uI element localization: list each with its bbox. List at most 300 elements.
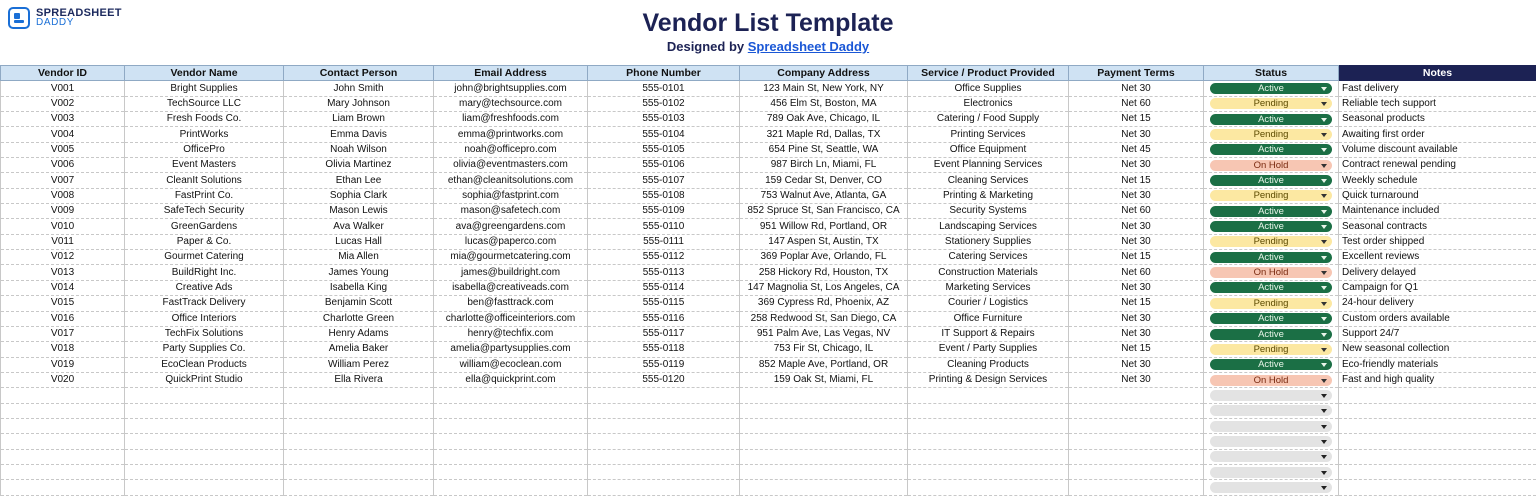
dropdown-arrow-icon[interactable] bbox=[1321, 271, 1327, 275]
column-header-email-address[interactable]: Email Address bbox=[434, 66, 588, 81]
cell-contact-person[interactable]: Henry Adams bbox=[284, 326, 434, 341]
cell-contact-person[interactable] bbox=[284, 403, 434, 418]
cell-service-product-provided[interactable]: Office Furniture bbox=[908, 311, 1069, 326]
cell-service-product-provided[interactable] bbox=[908, 434, 1069, 449]
cell-service-product-provided[interactable]: Event / Party Supplies bbox=[908, 342, 1069, 357]
cell-payment-terms[interactable]: Net 30 bbox=[1069, 188, 1204, 203]
cell-company-address[interactable]: 369 Cypress Rd, Phoenix, AZ bbox=[740, 296, 908, 311]
cell-contact-person[interactable]: Isabella King bbox=[284, 280, 434, 295]
cell-contact-person[interactable]: Emma Davis bbox=[284, 127, 434, 142]
cell-notes[interactable]: Excellent reviews bbox=[1339, 250, 1536, 265]
cell-notes[interactable]: Fast delivery bbox=[1339, 81, 1536, 96]
cell-status[interactable] bbox=[1204, 96, 1339, 111]
cell-company-address[interactable]: 951 Willow Rd, Portland, OR bbox=[740, 219, 908, 234]
cell-status[interactable] bbox=[1204, 234, 1339, 249]
column-header-vendor-id[interactable]: Vendor ID bbox=[1, 66, 125, 81]
cell-phone-number[interactable]: 555-0108 bbox=[588, 188, 740, 203]
cell-service-product-provided[interactable]: Printing & Marketing bbox=[908, 188, 1069, 203]
cell-status[interactable] bbox=[1204, 250, 1339, 265]
cell-status[interactable] bbox=[1204, 403, 1339, 418]
cell-service-product-provided[interactable] bbox=[908, 403, 1069, 418]
status-dropdown[interactable] bbox=[1210, 114, 1332, 125]
cell-vendor-name[interactable]: OfficePro bbox=[125, 142, 284, 157]
status-dropdown[interactable] bbox=[1210, 282, 1332, 293]
cell-payment-terms[interactable]: Net 15 bbox=[1069, 112, 1204, 127]
cell-status[interactable] bbox=[1204, 280, 1339, 295]
cell-email-address[interactable] bbox=[434, 434, 588, 449]
cell-status[interactable] bbox=[1204, 112, 1339, 127]
cell-company-address[interactable]: 456 Elm St, Boston, MA bbox=[740, 96, 908, 111]
cell-vendor-id[interactable]: V010 bbox=[1, 219, 125, 234]
cell-vendor-name[interactable]: Office Interiors bbox=[125, 311, 284, 326]
cell-company-address[interactable] bbox=[740, 464, 908, 479]
cell-phone-number[interactable]: 555-0107 bbox=[588, 173, 740, 188]
cell-service-product-provided[interactable] bbox=[908, 388, 1069, 403]
cell-vendor-id[interactable]: V016 bbox=[1, 311, 125, 326]
cell-notes[interactable]: Delivery delayed bbox=[1339, 265, 1536, 280]
dropdown-arrow-icon[interactable] bbox=[1321, 225, 1327, 229]
cell-payment-terms[interactable] bbox=[1069, 449, 1204, 464]
status-dropdown[interactable] bbox=[1210, 160, 1332, 171]
cell-payment-terms[interactable]: Net 30 bbox=[1069, 280, 1204, 295]
cell-notes[interactable]: Awaiting first order bbox=[1339, 127, 1536, 142]
cell-company-address[interactable]: 789 Oak Ave, Chicago, IL bbox=[740, 112, 908, 127]
dropdown-arrow-icon[interactable] bbox=[1321, 164, 1327, 168]
dropdown-arrow-icon[interactable] bbox=[1321, 194, 1327, 198]
cell-notes[interactable]: Fast and high quality bbox=[1339, 372, 1536, 387]
cell-vendor-id[interactable]: V005 bbox=[1, 142, 125, 157]
cell-contact-person[interactable]: Sophia Clark bbox=[284, 188, 434, 203]
cell-contact-person[interactable] bbox=[284, 480, 434, 495]
cell-vendor-id[interactable] bbox=[1, 403, 125, 418]
status-dropdown[interactable] bbox=[1210, 344, 1332, 355]
cell-vendor-name[interactable] bbox=[125, 464, 284, 479]
cell-vendor-name[interactable] bbox=[125, 388, 284, 403]
cell-vendor-id[interactable] bbox=[1, 464, 125, 479]
cell-email-address[interactable]: isabella@creativeads.com bbox=[434, 280, 588, 295]
cell-phone-number[interactable]: 555-0120 bbox=[588, 372, 740, 387]
cell-phone-number[interactable]: 555-0119 bbox=[588, 357, 740, 372]
cell-service-product-provided[interactable]: Catering Services bbox=[908, 250, 1069, 265]
dropdown-arrow-icon[interactable] bbox=[1321, 118, 1327, 122]
cell-payment-terms[interactable] bbox=[1069, 480, 1204, 495]
cell-payment-terms[interactable]: Net 30 bbox=[1069, 158, 1204, 173]
dropdown-arrow-icon[interactable] bbox=[1321, 455, 1327, 459]
cell-service-product-provided[interactable]: Courier / Logistics bbox=[908, 296, 1069, 311]
cell-service-product-provided[interactable]: Event Planning Services bbox=[908, 158, 1069, 173]
cell-email-address[interactable]: sophia@fastprint.com bbox=[434, 188, 588, 203]
status-dropdown[interactable] bbox=[1210, 405, 1332, 416]
cell-contact-person[interactable]: Ella Rivera bbox=[284, 372, 434, 387]
dropdown-arrow-icon[interactable] bbox=[1321, 379, 1327, 383]
cell-email-address[interactable] bbox=[434, 418, 588, 433]
cell-status[interactable] bbox=[1204, 342, 1339, 357]
status-dropdown[interactable] bbox=[1210, 206, 1332, 217]
cell-vendor-id[interactable] bbox=[1, 434, 125, 449]
dropdown-arrow-icon[interactable] bbox=[1321, 440, 1327, 444]
cell-payment-terms[interactable]: Net 15 bbox=[1069, 342, 1204, 357]
dropdown-arrow-icon[interactable] bbox=[1321, 240, 1327, 244]
dropdown-arrow-icon[interactable] bbox=[1321, 425, 1327, 429]
cell-contact-person[interactable]: James Young bbox=[284, 265, 434, 280]
cell-email-address[interactable]: william@ecoclean.com bbox=[434, 357, 588, 372]
status-dropdown[interactable] bbox=[1210, 482, 1332, 493]
cell-vendor-id[interactable]: V006 bbox=[1, 158, 125, 173]
cell-email-address[interactable]: john@brightsupplies.com bbox=[434, 81, 588, 96]
cell-vendor-id[interactable] bbox=[1, 480, 125, 495]
dropdown-arrow-icon[interactable] bbox=[1321, 409, 1327, 413]
cell-contact-person[interactable]: Benjamin Scott bbox=[284, 296, 434, 311]
status-dropdown[interactable] bbox=[1210, 267, 1332, 278]
cell-vendor-id[interactable]: V018 bbox=[1, 342, 125, 357]
cell-payment-terms[interactable]: Net 30 bbox=[1069, 127, 1204, 142]
cell-status[interactable] bbox=[1204, 372, 1339, 387]
column-header-vendor-name[interactable]: Vendor Name bbox=[125, 66, 284, 81]
cell-payment-terms[interactable]: Net 45 bbox=[1069, 142, 1204, 157]
cell-status[interactable] bbox=[1204, 188, 1339, 203]
cell-vendor-name[interactable]: Bright Supplies bbox=[125, 81, 284, 96]
cell-notes[interactable]: Seasonal products bbox=[1339, 112, 1536, 127]
cell-status[interactable] bbox=[1204, 142, 1339, 157]
cell-notes[interactable]: Seasonal contracts bbox=[1339, 219, 1536, 234]
dropdown-arrow-icon[interactable] bbox=[1321, 317, 1327, 321]
cell-payment-terms[interactable] bbox=[1069, 464, 1204, 479]
cell-notes[interactable] bbox=[1339, 418, 1536, 433]
cell-phone-number[interactable] bbox=[588, 480, 740, 495]
status-dropdown[interactable] bbox=[1210, 190, 1332, 201]
cell-service-product-provided[interactable] bbox=[908, 480, 1069, 495]
cell-contact-person[interactable]: Mia Allen bbox=[284, 250, 434, 265]
cell-vendor-name[interactable] bbox=[125, 480, 284, 495]
cell-phone-number[interactable]: 555-0111 bbox=[588, 234, 740, 249]
status-dropdown[interactable] bbox=[1210, 451, 1332, 462]
cell-email-address[interactable] bbox=[434, 480, 588, 495]
cell-status[interactable] bbox=[1204, 449, 1339, 464]
cell-vendor-name[interactable]: Creative Ads bbox=[125, 280, 284, 295]
cell-email-address[interactable]: henry@techfix.com bbox=[434, 326, 588, 341]
cell-phone-number[interactable] bbox=[588, 388, 740, 403]
cell-notes[interactable]: New seasonal collection bbox=[1339, 342, 1536, 357]
cell-company-address[interactable]: 159 Cedar St, Denver, CO bbox=[740, 173, 908, 188]
column-header-phone-number[interactable]: Phone Number bbox=[588, 66, 740, 81]
cell-phone-number[interactable] bbox=[588, 464, 740, 479]
cell-email-address[interactable]: lucas@paperco.com bbox=[434, 234, 588, 249]
cell-contact-person[interactable]: Ethan Lee bbox=[284, 173, 434, 188]
cell-service-product-provided[interactable] bbox=[908, 464, 1069, 479]
cell-company-address[interactable] bbox=[740, 449, 908, 464]
dropdown-arrow-icon[interactable] bbox=[1321, 148, 1327, 152]
cell-notes[interactable]: 24-hour delivery bbox=[1339, 296, 1536, 311]
cell-notes[interactable]: Volume discount available bbox=[1339, 142, 1536, 157]
cell-service-product-provided[interactable]: Marketing Services bbox=[908, 280, 1069, 295]
cell-contact-person[interactable] bbox=[284, 418, 434, 433]
cell-payment-terms[interactable]: Net 15 bbox=[1069, 173, 1204, 188]
cell-vendor-name[interactable] bbox=[125, 434, 284, 449]
cell-vendor-id[interactable] bbox=[1, 388, 125, 403]
cell-email-address[interactable]: ethan@cleanitsolutions.com bbox=[434, 173, 588, 188]
dropdown-arrow-icon[interactable] bbox=[1321, 486, 1327, 490]
cell-email-address[interactable] bbox=[434, 388, 588, 403]
column-header-payment-terms[interactable]: Payment Terms bbox=[1069, 66, 1204, 81]
cell-company-address[interactable]: 753 Fir St, Chicago, IL bbox=[740, 342, 908, 357]
cell-email-address[interactable]: olivia@eventmasters.com bbox=[434, 158, 588, 173]
cell-service-product-provided[interactable]: Cleaning Services bbox=[908, 173, 1069, 188]
cell-status[interactable] bbox=[1204, 204, 1339, 219]
cell-email-address[interactable]: noah@officepro.com bbox=[434, 142, 588, 157]
cell-status[interactable] bbox=[1204, 173, 1339, 188]
cell-email-address[interactable] bbox=[434, 403, 588, 418]
cell-company-address[interactable]: 321 Maple Rd, Dallas, TX bbox=[740, 127, 908, 142]
status-dropdown[interactable] bbox=[1210, 98, 1332, 109]
cell-payment-terms[interactable]: Net 60 bbox=[1069, 204, 1204, 219]
cell-company-address[interactable]: 369 Poplar Ave, Orlando, FL bbox=[740, 250, 908, 265]
status-dropdown[interactable] bbox=[1210, 375, 1332, 386]
cell-company-address[interactable]: 258 Redwood St, San Diego, CA bbox=[740, 311, 908, 326]
cell-notes[interactable]: Custom orders available bbox=[1339, 311, 1536, 326]
cell-status[interactable] bbox=[1204, 311, 1339, 326]
status-dropdown[interactable] bbox=[1210, 390, 1332, 401]
cell-company-address[interactable] bbox=[740, 480, 908, 495]
cell-vendor-name[interactable]: Gourmet Catering bbox=[125, 250, 284, 265]
cell-phone-number[interactable]: 555-0104 bbox=[588, 127, 740, 142]
cell-notes[interactable]: Support 24/7 bbox=[1339, 326, 1536, 341]
cell-vendor-id[interactable]: V008 bbox=[1, 188, 125, 203]
column-header-company-address[interactable]: Company Address bbox=[740, 66, 908, 81]
cell-vendor-name[interactable]: PrintWorks bbox=[125, 127, 284, 142]
cell-phone-number[interactable] bbox=[588, 418, 740, 433]
cell-contact-person[interactable]: Mary Johnson bbox=[284, 96, 434, 111]
cell-notes[interactable] bbox=[1339, 403, 1536, 418]
status-dropdown[interactable] bbox=[1210, 313, 1332, 324]
cell-vendor-id[interactable]: V002 bbox=[1, 96, 125, 111]
cell-status[interactable] bbox=[1204, 464, 1339, 479]
cell-service-product-provided[interactable]: Printing & Design Services bbox=[908, 372, 1069, 387]
cell-email-address[interactable] bbox=[434, 449, 588, 464]
cell-company-address[interactable]: 852 Maple Ave, Portland, OR bbox=[740, 357, 908, 372]
cell-payment-terms[interactable]: Net 30 bbox=[1069, 219, 1204, 234]
cell-vendor-name[interactable]: FastTrack Delivery bbox=[125, 296, 284, 311]
cell-contact-person[interactable]: Amelia Baker bbox=[284, 342, 434, 357]
cell-status[interactable] bbox=[1204, 418, 1339, 433]
cell-vendor-name[interactable]: FastPrint Co. bbox=[125, 188, 284, 203]
cell-company-address[interactable]: 852 Spruce St, San Francisco, CA bbox=[740, 204, 908, 219]
cell-contact-person[interactable] bbox=[284, 434, 434, 449]
cell-contact-person[interactable]: Mason Lewis bbox=[284, 204, 434, 219]
status-dropdown[interactable] bbox=[1210, 329, 1332, 340]
status-dropdown[interactable] bbox=[1210, 252, 1332, 263]
cell-vendor-name[interactable] bbox=[125, 403, 284, 418]
status-dropdown[interactable] bbox=[1210, 421, 1332, 432]
cell-vendor-name[interactable]: TechSource LLC bbox=[125, 96, 284, 111]
cell-phone-number[interactable]: 555-0102 bbox=[588, 96, 740, 111]
cell-status[interactable] bbox=[1204, 480, 1339, 495]
cell-vendor-id[interactable] bbox=[1, 418, 125, 433]
cell-vendor-id[interactable]: V015 bbox=[1, 296, 125, 311]
cell-company-address[interactable]: 951 Palm Ave, Las Vegas, NV bbox=[740, 326, 908, 341]
cell-vendor-name[interactable]: Paper & Co. bbox=[125, 234, 284, 249]
cell-payment-terms[interactable] bbox=[1069, 388, 1204, 403]
cell-vendor-id[interactable]: V019 bbox=[1, 357, 125, 372]
cell-vendor-id[interactable]: V012 bbox=[1, 250, 125, 265]
cell-service-product-provided[interactable]: Construction Materials bbox=[908, 265, 1069, 280]
cell-phone-number[interactable]: 555-0109 bbox=[588, 204, 740, 219]
cell-vendor-name[interactable]: Party Supplies Co. bbox=[125, 342, 284, 357]
cell-email-address[interactable]: charlotte@officeinteriors.com bbox=[434, 311, 588, 326]
cell-contact-person[interactable]: Charlotte Green bbox=[284, 311, 434, 326]
cell-status[interactable] bbox=[1204, 81, 1339, 96]
cell-status[interactable] bbox=[1204, 434, 1339, 449]
cell-vendor-id[interactable] bbox=[1, 449, 125, 464]
cell-phone-number[interactable] bbox=[588, 449, 740, 464]
cell-phone-number[interactable]: 555-0105 bbox=[588, 142, 740, 157]
cell-email-address[interactable]: ella@quickprint.com bbox=[434, 372, 588, 387]
cell-phone-number[interactable]: 555-0110 bbox=[588, 219, 740, 234]
cell-contact-person[interactable]: Ava Walker bbox=[284, 219, 434, 234]
cell-notes[interactable]: Weekly schedule bbox=[1339, 173, 1536, 188]
cell-service-product-provided[interactable]: Cleaning Products bbox=[908, 357, 1069, 372]
dropdown-arrow-icon[interactable] bbox=[1321, 102, 1327, 106]
cell-notes[interactable]: Eco-friendly materials bbox=[1339, 357, 1536, 372]
cell-company-address[interactable]: 147 Magnolia St, Los Angeles, CA bbox=[740, 280, 908, 295]
cell-status[interactable] bbox=[1204, 127, 1339, 142]
cell-service-product-provided[interactable] bbox=[908, 449, 1069, 464]
cell-payment-terms[interactable]: Net 15 bbox=[1069, 296, 1204, 311]
cell-email-address[interactable]: mason@safetech.com bbox=[434, 204, 588, 219]
cell-company-address[interactable] bbox=[740, 434, 908, 449]
cell-phone-number[interactable] bbox=[588, 403, 740, 418]
spreadsheet-daddy-link[interactable]: Spreadsheet Daddy bbox=[747, 39, 870, 54]
cell-service-product-provided[interactable]: Office Supplies bbox=[908, 81, 1069, 96]
cell-company-address[interactable] bbox=[740, 418, 908, 433]
cell-payment-terms[interactable]: Net 30 bbox=[1069, 372, 1204, 387]
column-header-contact-person[interactable]: Contact Person bbox=[284, 66, 434, 81]
cell-payment-terms[interactable]: Net 15 bbox=[1069, 250, 1204, 265]
cell-email-address[interactable]: amelia@partysupplies.com bbox=[434, 342, 588, 357]
cell-payment-terms[interactable]: Net 30 bbox=[1069, 311, 1204, 326]
cell-service-product-provided[interactable]: Electronics bbox=[908, 96, 1069, 111]
dropdown-arrow-icon[interactable] bbox=[1321, 286, 1327, 290]
cell-vendor-id[interactable]: V003 bbox=[1, 112, 125, 127]
cell-notes[interactable]: Reliable tech support bbox=[1339, 96, 1536, 111]
cell-phone-number[interactable]: 555-0117 bbox=[588, 326, 740, 341]
cell-status[interactable] bbox=[1204, 357, 1339, 372]
cell-payment-terms[interactable]: Net 30 bbox=[1069, 326, 1204, 341]
status-dropdown[interactable] bbox=[1210, 359, 1332, 370]
cell-status[interactable] bbox=[1204, 296, 1339, 311]
status-dropdown[interactable] bbox=[1210, 436, 1332, 447]
status-dropdown[interactable] bbox=[1210, 129, 1332, 140]
cell-payment-terms[interactable]: Net 30 bbox=[1069, 234, 1204, 249]
cell-phone-number[interactable]: 555-0116 bbox=[588, 311, 740, 326]
cell-vendor-id[interactable]: V013 bbox=[1, 265, 125, 280]
dropdown-arrow-icon[interactable] bbox=[1321, 333, 1327, 337]
status-dropdown[interactable] bbox=[1210, 221, 1332, 232]
cell-notes[interactable]: Maintenance included bbox=[1339, 204, 1536, 219]
dropdown-arrow-icon[interactable] bbox=[1321, 363, 1327, 367]
cell-payment-terms[interactable]: Net 30 bbox=[1069, 81, 1204, 96]
cell-phone-number[interactable]: 555-0115 bbox=[588, 296, 740, 311]
cell-service-product-provided[interactable]: IT Support & Repairs bbox=[908, 326, 1069, 341]
cell-phone-number[interactable]: 555-0106 bbox=[588, 158, 740, 173]
cell-vendor-name[interactable]: BuildRight Inc. bbox=[125, 265, 284, 280]
cell-vendor-id[interactable]: V017 bbox=[1, 326, 125, 341]
cell-contact-person[interactable]: William Perez bbox=[284, 357, 434, 372]
cell-notes[interactable] bbox=[1339, 449, 1536, 464]
dropdown-arrow-icon[interactable] bbox=[1321, 348, 1327, 352]
cell-contact-person[interactable]: John Smith bbox=[284, 81, 434, 96]
cell-contact-person[interactable]: Noah Wilson bbox=[284, 142, 434, 157]
cell-contact-person[interactable]: Lucas Hall bbox=[284, 234, 434, 249]
cell-email-address[interactable]: ava@greengardens.com bbox=[434, 219, 588, 234]
cell-vendor-id[interactable]: V009 bbox=[1, 204, 125, 219]
cell-vendor-name[interactable]: CleanIt Solutions bbox=[125, 173, 284, 188]
cell-email-address[interactable]: mia@gourmetcatering.com bbox=[434, 250, 588, 265]
cell-email-address[interactable] bbox=[434, 464, 588, 479]
cell-phone-number[interactable]: 555-0113 bbox=[588, 265, 740, 280]
cell-contact-person[interactable]: Liam Brown bbox=[284, 112, 434, 127]
cell-notes[interactable]: Quick turnaround bbox=[1339, 188, 1536, 203]
status-dropdown[interactable] bbox=[1210, 236, 1332, 247]
cell-vendor-id[interactable]: V001 bbox=[1, 81, 125, 96]
cell-email-address[interactable]: mary@techsource.com bbox=[434, 96, 588, 111]
dropdown-arrow-icon[interactable] bbox=[1321, 210, 1327, 214]
cell-company-address[interactable]: 123 Main St, New York, NY bbox=[740, 81, 908, 96]
cell-vendor-id[interactable]: V007 bbox=[1, 173, 125, 188]
cell-vendor-name[interactable]: EcoClean Products bbox=[125, 357, 284, 372]
cell-vendor-name[interactable] bbox=[125, 449, 284, 464]
column-header-notes[interactable]: Notes bbox=[1339, 66, 1536, 81]
cell-vendor-id[interactable]: V011 bbox=[1, 234, 125, 249]
cell-status[interactable] bbox=[1204, 219, 1339, 234]
cell-vendor-name[interactable]: TechFix Solutions bbox=[125, 326, 284, 341]
cell-vendor-name[interactable]: GreenGardens bbox=[125, 219, 284, 234]
cell-company-address[interactable]: 654 Pine St, Seattle, WA bbox=[740, 142, 908, 157]
cell-company-address[interactable] bbox=[740, 388, 908, 403]
status-dropdown[interactable] bbox=[1210, 298, 1332, 309]
cell-contact-person[interactable] bbox=[284, 449, 434, 464]
status-dropdown[interactable] bbox=[1210, 467, 1332, 478]
cell-vendor-name[interactable]: Fresh Foods Co. bbox=[125, 112, 284, 127]
cell-vendor-name[interactable]: QuickPrint Studio bbox=[125, 372, 284, 387]
column-header-service-product-provided[interactable]: Service / Product Provided bbox=[908, 66, 1069, 81]
cell-notes[interactable]: Test order shipped bbox=[1339, 234, 1536, 249]
cell-email-address[interactable]: ben@fasttrack.com bbox=[434, 296, 588, 311]
cell-contact-person[interactable] bbox=[284, 388, 434, 403]
cell-vendor-id[interactable]: V004 bbox=[1, 127, 125, 142]
cell-vendor-name[interactable] bbox=[125, 418, 284, 433]
cell-phone-number[interactable]: 555-0101 bbox=[588, 81, 740, 96]
dropdown-arrow-icon[interactable] bbox=[1321, 179, 1327, 183]
dropdown-arrow-icon[interactable] bbox=[1321, 87, 1327, 91]
dropdown-arrow-icon[interactable] bbox=[1321, 394, 1327, 398]
cell-company-address[interactable]: 258 Hickory Rd, Houston, TX bbox=[740, 265, 908, 280]
cell-email-address[interactable]: liam@freshfoods.com bbox=[434, 112, 588, 127]
cell-phone-number[interactable]: 555-0112 bbox=[588, 250, 740, 265]
cell-service-product-provided[interactable]: Stationery Supplies bbox=[908, 234, 1069, 249]
cell-notes[interactable] bbox=[1339, 388, 1536, 403]
cell-contact-person[interactable]: Olivia Martinez bbox=[284, 158, 434, 173]
cell-company-address[interactable]: 147 Aspen St, Austin, TX bbox=[740, 234, 908, 249]
status-dropdown[interactable] bbox=[1210, 175, 1332, 186]
cell-service-product-provided[interactable]: Security Systems bbox=[908, 204, 1069, 219]
cell-service-product-provided[interactable]: Office Equipment bbox=[908, 142, 1069, 157]
status-dropdown[interactable] bbox=[1210, 144, 1332, 155]
cell-email-address[interactable]: emma@printworks.com bbox=[434, 127, 588, 142]
cell-payment-terms[interactable]: Net 60 bbox=[1069, 265, 1204, 280]
cell-notes[interactable] bbox=[1339, 434, 1536, 449]
cell-notes[interactable] bbox=[1339, 464, 1536, 479]
cell-phone-number[interactable] bbox=[588, 434, 740, 449]
